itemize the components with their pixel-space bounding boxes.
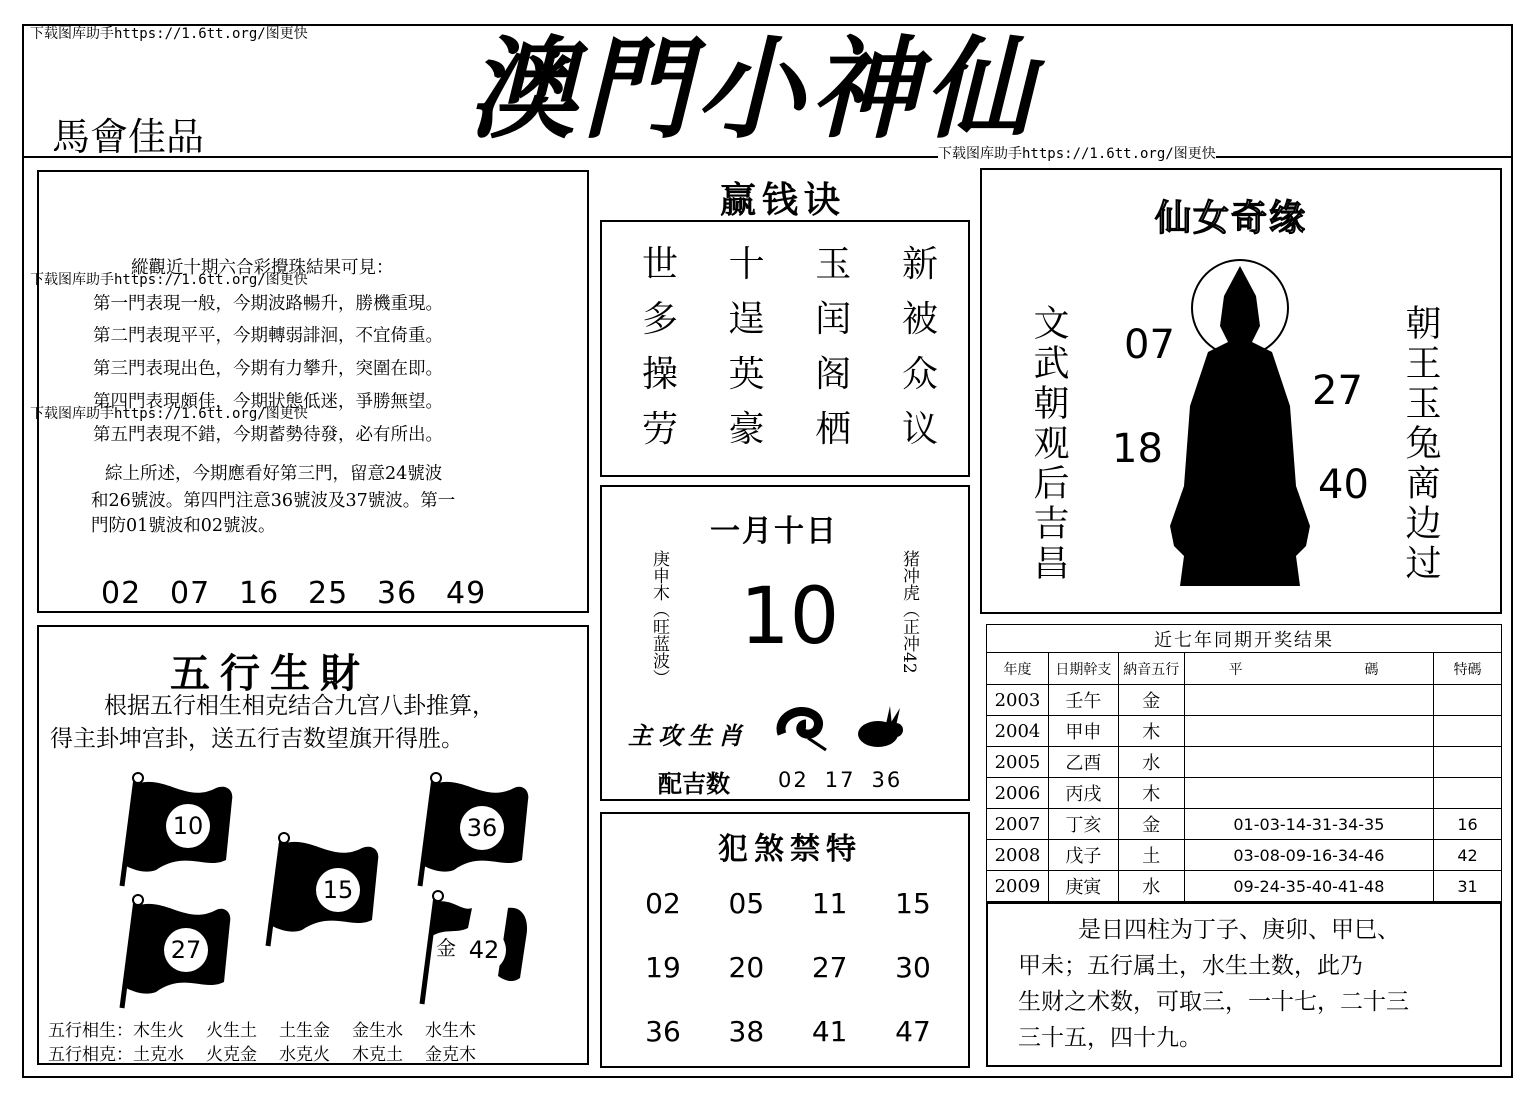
analysis-number: 36 (377, 576, 418, 611)
result-nayin: 水 (1118, 747, 1184, 778)
result-year: 2005 (987, 747, 1049, 778)
analysis-number: 16 (239, 576, 280, 611)
poem-char: 多 (641, 299, 678, 340)
poem-char: 豪 (728, 409, 765, 450)
pillar-line: 甲未；五行属土，水生土数，此乃 (1018, 953, 1363, 979)
poem-char: 栖 (815, 409, 852, 450)
pillar-line: 生财之术数，可取三，一十七，二十三 (1018, 989, 1409, 1015)
analysis-line: 第一門表現一般，今期波路暢升，勝機重現。 (93, 294, 443, 314)
date-label: 一月十日 (710, 514, 838, 549)
wuxing-text-line: 根据五行相生相克结合九宫八卦推算， (104, 693, 495, 719)
match-number: 36 (871, 768, 903, 792)
pillar-line: 是日四柱为丁子、庚卯、甲巳、 (1078, 917, 1400, 943)
wuxing-sheng-item: 火生土 (206, 1021, 257, 1041)
result-nayin: 土 (1118, 840, 1184, 871)
win-poem (630, 240, 950, 460)
forbidden-row (623, 882, 953, 946)
result-special (1434, 778, 1502, 809)
result-year: 2004 (987, 716, 1049, 747)
forbidden-number: 05 (728, 887, 765, 920)
wuxing-sheng-item: 水生木 (425, 1021, 476, 1041)
forbidden-number: 15 (895, 887, 931, 920)
wuxing-text (50, 690, 585, 756)
analysis-number: 49 (446, 576, 487, 611)
result-ganzhi: 戊子 (1048, 840, 1118, 871)
watermark-analysis-2: 下载图库助手https://1.6tt.org/图更快 (30, 406, 308, 422)
watermark-top: 下载图库助手https://1.6tt.org/图更快 (30, 26, 308, 42)
header-ganzhi: 日期幹支 (1048, 653, 1118, 685)
analysis-line: 第五門表現不錯，今期蓄勢待發，必有所出。 (93, 425, 443, 445)
table-row (987, 871, 1502, 902)
watermark-analysis-1: 下载图库助手https://1.6tt.org/图更快 (30, 272, 308, 288)
header-ma: 碼 (1310, 653, 1434, 685)
poem-char: 被 (901, 299, 938, 340)
header-nayin: 納音五行 (1118, 653, 1184, 685)
forbidden-number: 02 (645, 887, 681, 920)
analysis-summary: 和26號波。第四門注意36號波及37號波。第一 (91, 491, 456, 511)
result-ganzhi: 庚寅 (1048, 871, 1118, 902)
result-numbers (1184, 778, 1433, 809)
result-year: 2009 (987, 871, 1049, 902)
table-row (987, 809, 1502, 840)
forbidden-grid (623, 882, 953, 1074)
win-title: 赢钱诀 (720, 179, 847, 221)
poem-char: 劳 (641, 409, 678, 450)
poem-char: 玉 (815, 244, 852, 285)
flag-number: 27 (164, 928, 208, 972)
forbidden-row (623, 1010, 953, 1074)
table-row (987, 778, 1502, 809)
flag-36 (410, 770, 534, 894)
analysis-number: 25 (308, 576, 349, 611)
result-year: 2006 (987, 778, 1049, 809)
immortal-title: 仙女奇缘 (1155, 198, 1308, 239)
result-numbers: 03-08-09-16-34-46 (1184, 840, 1433, 871)
result-year: 2007 (987, 809, 1049, 840)
wuxing-ke-row (48, 1040, 498, 1065)
flag-number: 10 (166, 804, 210, 848)
header-divider (22, 156, 1513, 158)
forbidden-number: 36 (645, 1015, 681, 1048)
table-row (987, 840, 1502, 871)
immortal-right-column: 朝王玉兔啇边过 (1400, 304, 1441, 584)
pillar-text (1018, 912, 1498, 1056)
poem-char: 议 (901, 409, 938, 450)
snake-icon (772, 704, 828, 752)
result-numbers: 09-24-35-40-41-48 (1184, 871, 1433, 902)
result-ganzhi: 丙戌 (1048, 778, 1118, 809)
forbidden-number: 30 (895, 951, 931, 984)
table-row (987, 747, 1502, 778)
analysis-number: 02 (101, 576, 142, 611)
match-numbers (778, 768, 918, 792)
poem-row (630, 240, 950, 295)
watermark-header: 下载图库助手https://1.6tt.org/图更快 (938, 146, 1216, 162)
wuxing-sheng-item: 木生火 (133, 1021, 184, 1041)
wuxing-sheng-item: 金生水 (352, 1021, 403, 1041)
forbidden-number: 20 (728, 951, 765, 984)
forbidden-title: 犯煞禁特 (718, 832, 862, 867)
poem-row (630, 405, 950, 460)
forbidden-number: 11 (811, 887, 848, 920)
result-nayin: 金 (1118, 685, 1184, 716)
wuxing-ke-item: 木克土 (352, 1045, 403, 1065)
flag-number: 36 (460, 806, 504, 850)
immortal-number: 18 (1112, 426, 1163, 472)
analysis-line: 第三門表現出色，今期有力攀升，突圍在即。 (93, 359, 443, 379)
forbidden-number: 41 (811, 1015, 848, 1048)
table-row (987, 685, 1502, 716)
header-special: 特碼 (1434, 653, 1502, 685)
wuxing-ke-label: 五行相克： (48, 1045, 133, 1065)
analysis-summary: 門防01號波和02號波。 (91, 516, 276, 536)
result-nayin: 水 (1118, 871, 1184, 902)
poem-char: 世 (641, 244, 678, 285)
flag-number: 42 (462, 928, 506, 972)
result-numbers (1184, 685, 1433, 716)
pillar-line: 三十五，四十九。 (1018, 1025, 1202, 1051)
result-numbers (1184, 716, 1433, 747)
date-left-vertical: 庚申木（旺蓝波） (649, 550, 669, 686)
results-caption: 近七年同期开奖结果 (987, 625, 1502, 653)
immortal-number: 40 (1318, 462, 1369, 508)
forbidden-number: 47 (895, 1015, 931, 1048)
match-number: 17 (824, 768, 856, 792)
analysis-numbers (101, 576, 515, 611)
wuxing-ke-item: 火克金 (206, 1045, 257, 1065)
analysis-line: 第二門表現平平，今期轉弱誹洄，不宜倚重。 (93, 326, 443, 346)
poem-char: 操 (641, 354, 678, 395)
poem-char: 闰 (815, 299, 852, 340)
poem-row (630, 350, 950, 405)
result-nayin: 金 (1118, 809, 1184, 840)
flag-number: 15 (316, 868, 360, 912)
poem-char: 十 (728, 244, 765, 285)
flag-42 (412, 888, 536, 1012)
flag-10 (116, 770, 240, 894)
result-special (1434, 685, 1502, 716)
results-table (986, 624, 1502, 902)
wuxing-ke-item: 土克水 (133, 1045, 184, 1065)
wuxing-sheng-label: 五行相生： (48, 1021, 133, 1041)
analysis-number: 07 (170, 576, 211, 611)
result-numbers (1184, 747, 1433, 778)
flag-tag: 金 (436, 936, 456, 960)
wuxing-sheng-row (48, 1016, 498, 1041)
analysis-line: 縱觀近十期六合彩攪珠結果可見： (131, 258, 394, 278)
result-ganzhi: 丁亥 (1048, 809, 1118, 840)
analysis-panel (37, 170, 589, 613)
rabbit-icon (850, 704, 906, 752)
forbidden-number: 19 (645, 951, 681, 984)
poem-char: 逞 (728, 299, 765, 340)
analysis-summary: 綜上所述，今期應看好第三門，留意24號波 (105, 464, 443, 484)
poem-char: 众 (901, 354, 938, 395)
wuxing-text-line: 得主卦坤宫卦，送五行吉数望旗开得胜。 (50, 726, 464, 752)
result-numbers: 01-03-14-31-34-35 (1184, 809, 1433, 840)
result-ganzhi: 乙酉 (1048, 747, 1118, 778)
match-number: 02 (778, 768, 809, 792)
result-special (1434, 747, 1502, 778)
wuxing-title: 五行生財 (170, 650, 370, 697)
immortal-number: 07 (1124, 322, 1175, 368)
forbidden-row (623, 946, 953, 1010)
zodiac-label: 主攻生肖 (628, 721, 748, 750)
result-special: 16 (1434, 809, 1502, 840)
table-row (987, 716, 1502, 747)
header-ping: 平 (1184, 653, 1310, 685)
result-special: 31 (1434, 871, 1502, 902)
poem-char: 新 (901, 244, 938, 285)
immortal-number: 27 (1312, 368, 1363, 414)
result-nayin: 木 (1118, 716, 1184, 747)
result-nayin: 木 (1118, 778, 1184, 809)
wuxing-ke-item: 水克火 (279, 1045, 330, 1065)
result-year: 2008 (987, 840, 1049, 871)
analysis-line: 第四門表現頗佳，今期狀態低迷，爭勝無望。 (93, 392, 443, 412)
wuxing-sheng-item: 土生金 (279, 1021, 330, 1041)
result-special (1434, 716, 1502, 747)
header-year: 年度 (987, 653, 1049, 685)
main-title: 澳門小神仙 (468, 25, 1039, 155)
result-ganzhi: 甲申 (1048, 716, 1118, 747)
flag-27 (112, 892, 236, 1016)
flag-15 (262, 830, 386, 954)
goddess-icon (1160, 256, 1320, 588)
immortal-left-column: 文武朝观后吉昌 (1028, 304, 1069, 584)
match-label: 配吉数 (658, 770, 730, 798)
date-number: 10 (740, 572, 840, 662)
forbidden-number: 27 (811, 951, 848, 984)
wuxing-ke-item: 金克木 (425, 1045, 476, 1065)
result-special: 42 (1434, 840, 1502, 871)
poem-char: 英 (728, 354, 765, 395)
result-year: 2003 (987, 685, 1049, 716)
date-right-vertical: 猪冲虎（正冲42 (899, 550, 919, 674)
result-ganzhi: 壬午 (1048, 685, 1118, 716)
forbidden-number: 38 (728, 1015, 765, 1048)
poem-char: 阁 (815, 354, 852, 395)
results-header-row (987, 653, 1502, 685)
brand-label: 馬會佳品 (52, 115, 205, 159)
poem-row (630, 295, 950, 350)
